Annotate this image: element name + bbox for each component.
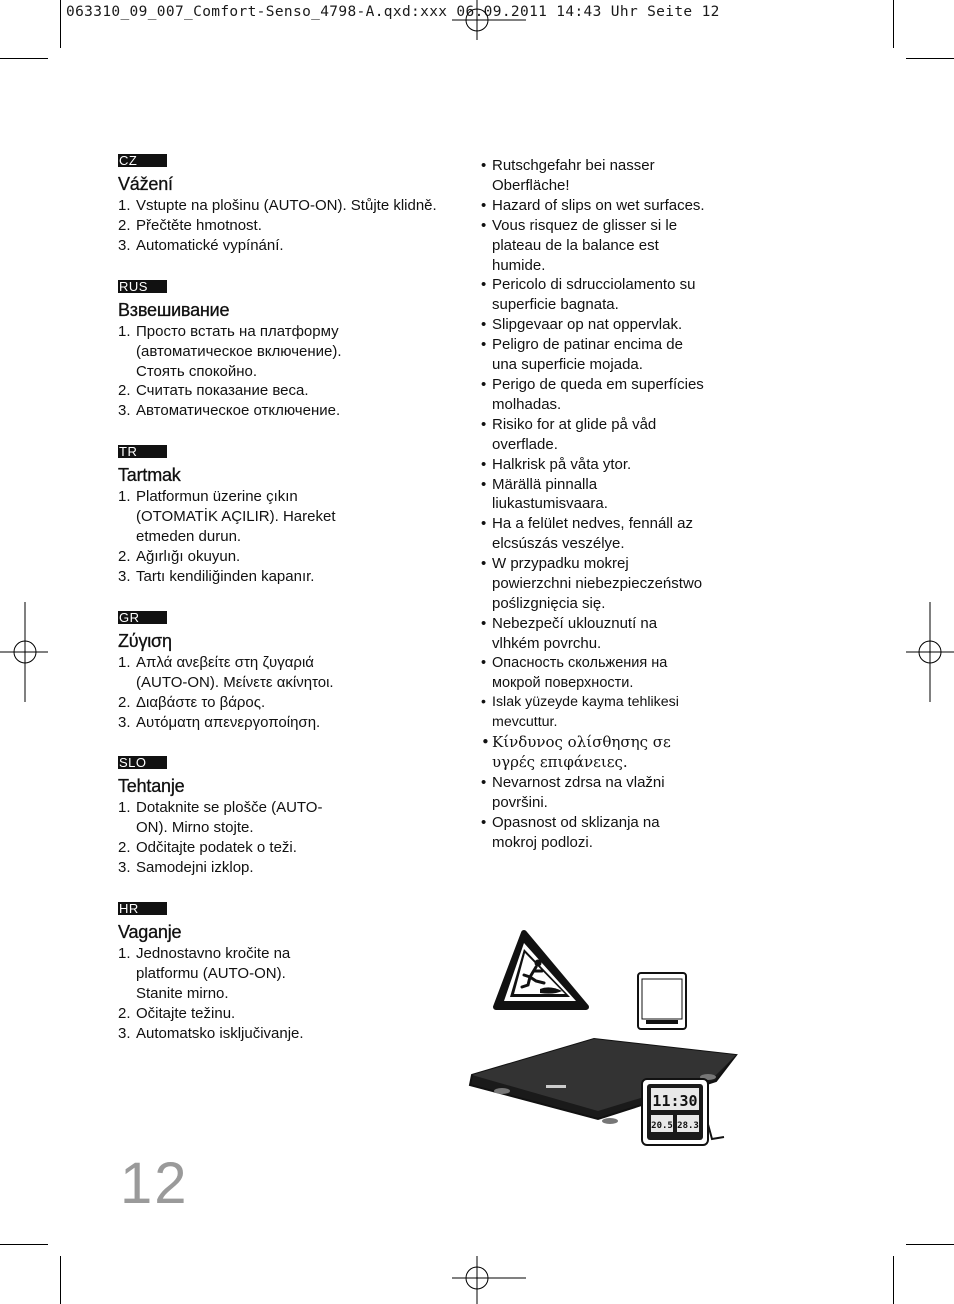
language-badge: TR xyxy=(118,445,167,458)
section-heading: Tehtanje xyxy=(118,776,185,797)
language-badge: HR xyxy=(118,902,167,915)
list-item: • Rutschgefahr bei nasser Oberfläche! xyxy=(481,156,706,196)
list-item: 2. Odčitajte podatek o teži. xyxy=(118,839,297,857)
list-item: • W przypadku mokrej powierzchni niebezpieczeństwo poślizgnięcia się. xyxy=(481,554,706,614)
list-item: 3. Автоматическое отключение. xyxy=(118,402,341,420)
list-item: 2. Считать показание веса. xyxy=(118,382,309,400)
list-item: 2. Přečtěte hmotnost. xyxy=(118,216,262,234)
list-item: 1. Vstupte na plošinu (AUTO-ON). Stůjte klidně. xyxy=(118,197,437,214)
section-slo xyxy=(118,754,448,878)
list-item: 1. Απλά ανεβείτε στη ζυγαριά (AUTO-ON). Μείνετε ακίνητοι. xyxy=(118,653,334,691)
language-badge: CZ xyxy=(118,154,167,167)
list-item: • Опасность скольжения на мокрой поверхности. xyxy=(481,654,706,694)
list-item: • Risiko for at glide på våd overflade. xyxy=(481,415,706,455)
display-unit-icon xyxy=(642,1079,724,1145)
page-number: 12 xyxy=(120,1151,189,1216)
crop-mark xyxy=(893,1256,894,1304)
section-heading: Vaganje xyxy=(118,922,182,943)
display-time: 11:30 xyxy=(652,1092,698,1110)
section-hr xyxy=(118,900,448,1044)
list-item: • Opasnost od sklizanja na mokroj podlozi. xyxy=(481,813,706,853)
crop-mark xyxy=(60,1256,61,1304)
list-item: 3. Samodejni izklop. xyxy=(118,859,254,877)
list-item: 2. Διαβάστε το βάρος. xyxy=(118,693,266,711)
registration-mark-icon xyxy=(0,602,48,702)
steps-list xyxy=(118,487,448,587)
crop-mark xyxy=(906,58,954,59)
list-item: • Märällä pinnalla liukastumisvaara. xyxy=(481,475,706,515)
list-item: 1. Jednostavno kročite na platformu (AUTO-ON). Stanite mirno. xyxy=(118,945,291,1002)
section-heading: Взвешивание xyxy=(118,299,230,320)
crop-mark xyxy=(60,0,61,48)
list-item: • Κίνδυνος ολίσθησης σε υγρές επιφάνειες. xyxy=(481,733,706,773)
list-item: 3. Tartı kendiliğinden kapanır. xyxy=(118,567,315,585)
list-item: • Peligro de patinar encima de una superficie mojada. xyxy=(481,335,706,375)
list-item: • Hazard of slips on wet surfaces. xyxy=(481,196,706,216)
steps-list xyxy=(118,944,448,1044)
crop-mark xyxy=(0,1244,48,1245)
wet-floor-warning-sign-icon xyxy=(496,933,586,1007)
crop-mark xyxy=(906,1244,954,1245)
list-item: • Nebezpečí uklouznutí na vlhkém povrchu. xyxy=(481,614,706,654)
section-heading: Ζύγιση xyxy=(118,630,172,651)
print-header: 063310_09_007_Comfort-Senso_4798-A.qxd:xxx 06.09.2011 14:43 Uhr Seite 12 xyxy=(66,4,720,20)
list-item: • Ha a felület nedves, fennáll az elcsúszás veszélye. xyxy=(481,514,706,554)
steps-list xyxy=(118,798,448,878)
list-item: • Nevarnost zdrsa na vlažni površini. xyxy=(481,773,706,813)
steps-list xyxy=(118,322,448,422)
weighing-instructions-column xyxy=(118,150,448,1044)
list-item: 2. Očitajte težinu. xyxy=(118,1004,236,1022)
list-item: • Halkrisk på våta ytor. xyxy=(481,455,706,475)
language-badge: SLO xyxy=(118,756,167,769)
crop-mark xyxy=(0,58,48,59)
section-tr xyxy=(118,443,448,587)
steps-list xyxy=(118,653,448,733)
list-item: 3. Αυτόματη απενεργοποίηση. xyxy=(118,713,321,731)
list-item: 3. Automatické vypínání. xyxy=(118,236,284,254)
list-item: 1. Platformun üzerine çıkın (OTOMATİK AÇILIR). Hareket etmeden durun. xyxy=(118,488,336,546)
list-item: 1. Dotaknite se plošče (AUTO-ON). Mirno stojte. xyxy=(118,799,323,837)
section-gr xyxy=(118,609,448,733)
crop-mark xyxy=(893,0,894,48)
steps-list xyxy=(118,196,448,256)
section-heading: Vážení xyxy=(118,174,173,194)
section-cz xyxy=(118,152,448,256)
slip-warnings-column xyxy=(481,156,706,853)
registration-mark-icon xyxy=(452,1256,526,1304)
product-illustration xyxy=(466,925,746,1155)
list-item: • Vous risquez de glisser si le plateau de la balance est humide. xyxy=(481,216,706,276)
language-badge: RUS xyxy=(118,280,167,293)
registration-mark-icon xyxy=(452,0,526,40)
display-right-value: 28.3 xyxy=(677,1121,699,1131)
list-item: • Perigo de queda em superfícies molhadas. xyxy=(481,375,706,415)
list-item: • Islak yüzeyde kayma tehlikesi mevcuttur. xyxy=(481,693,706,733)
list-item: 1. Просто встать на платформу (автоматическое включение). Стоять спокойно. xyxy=(118,322,342,380)
display-left-value: 20.5 xyxy=(651,1121,673,1131)
language-badge: GR xyxy=(118,611,167,624)
list-item: 2. Ağırlığı okuyun. xyxy=(118,547,241,565)
list-item: • Pericolo di sdrucciolamento su superficie bagnata. xyxy=(481,275,706,315)
wall-display-icon xyxy=(638,973,686,1029)
list-item: 3. Automatsko isključivanje. xyxy=(118,1024,304,1042)
list-item: • Slipgevaar op nat oppervlak. xyxy=(481,315,706,335)
section-rus xyxy=(118,278,448,422)
warnings-list xyxy=(481,156,706,853)
section-heading: Tartmak xyxy=(118,465,181,486)
registration-mark-icon xyxy=(906,602,954,702)
